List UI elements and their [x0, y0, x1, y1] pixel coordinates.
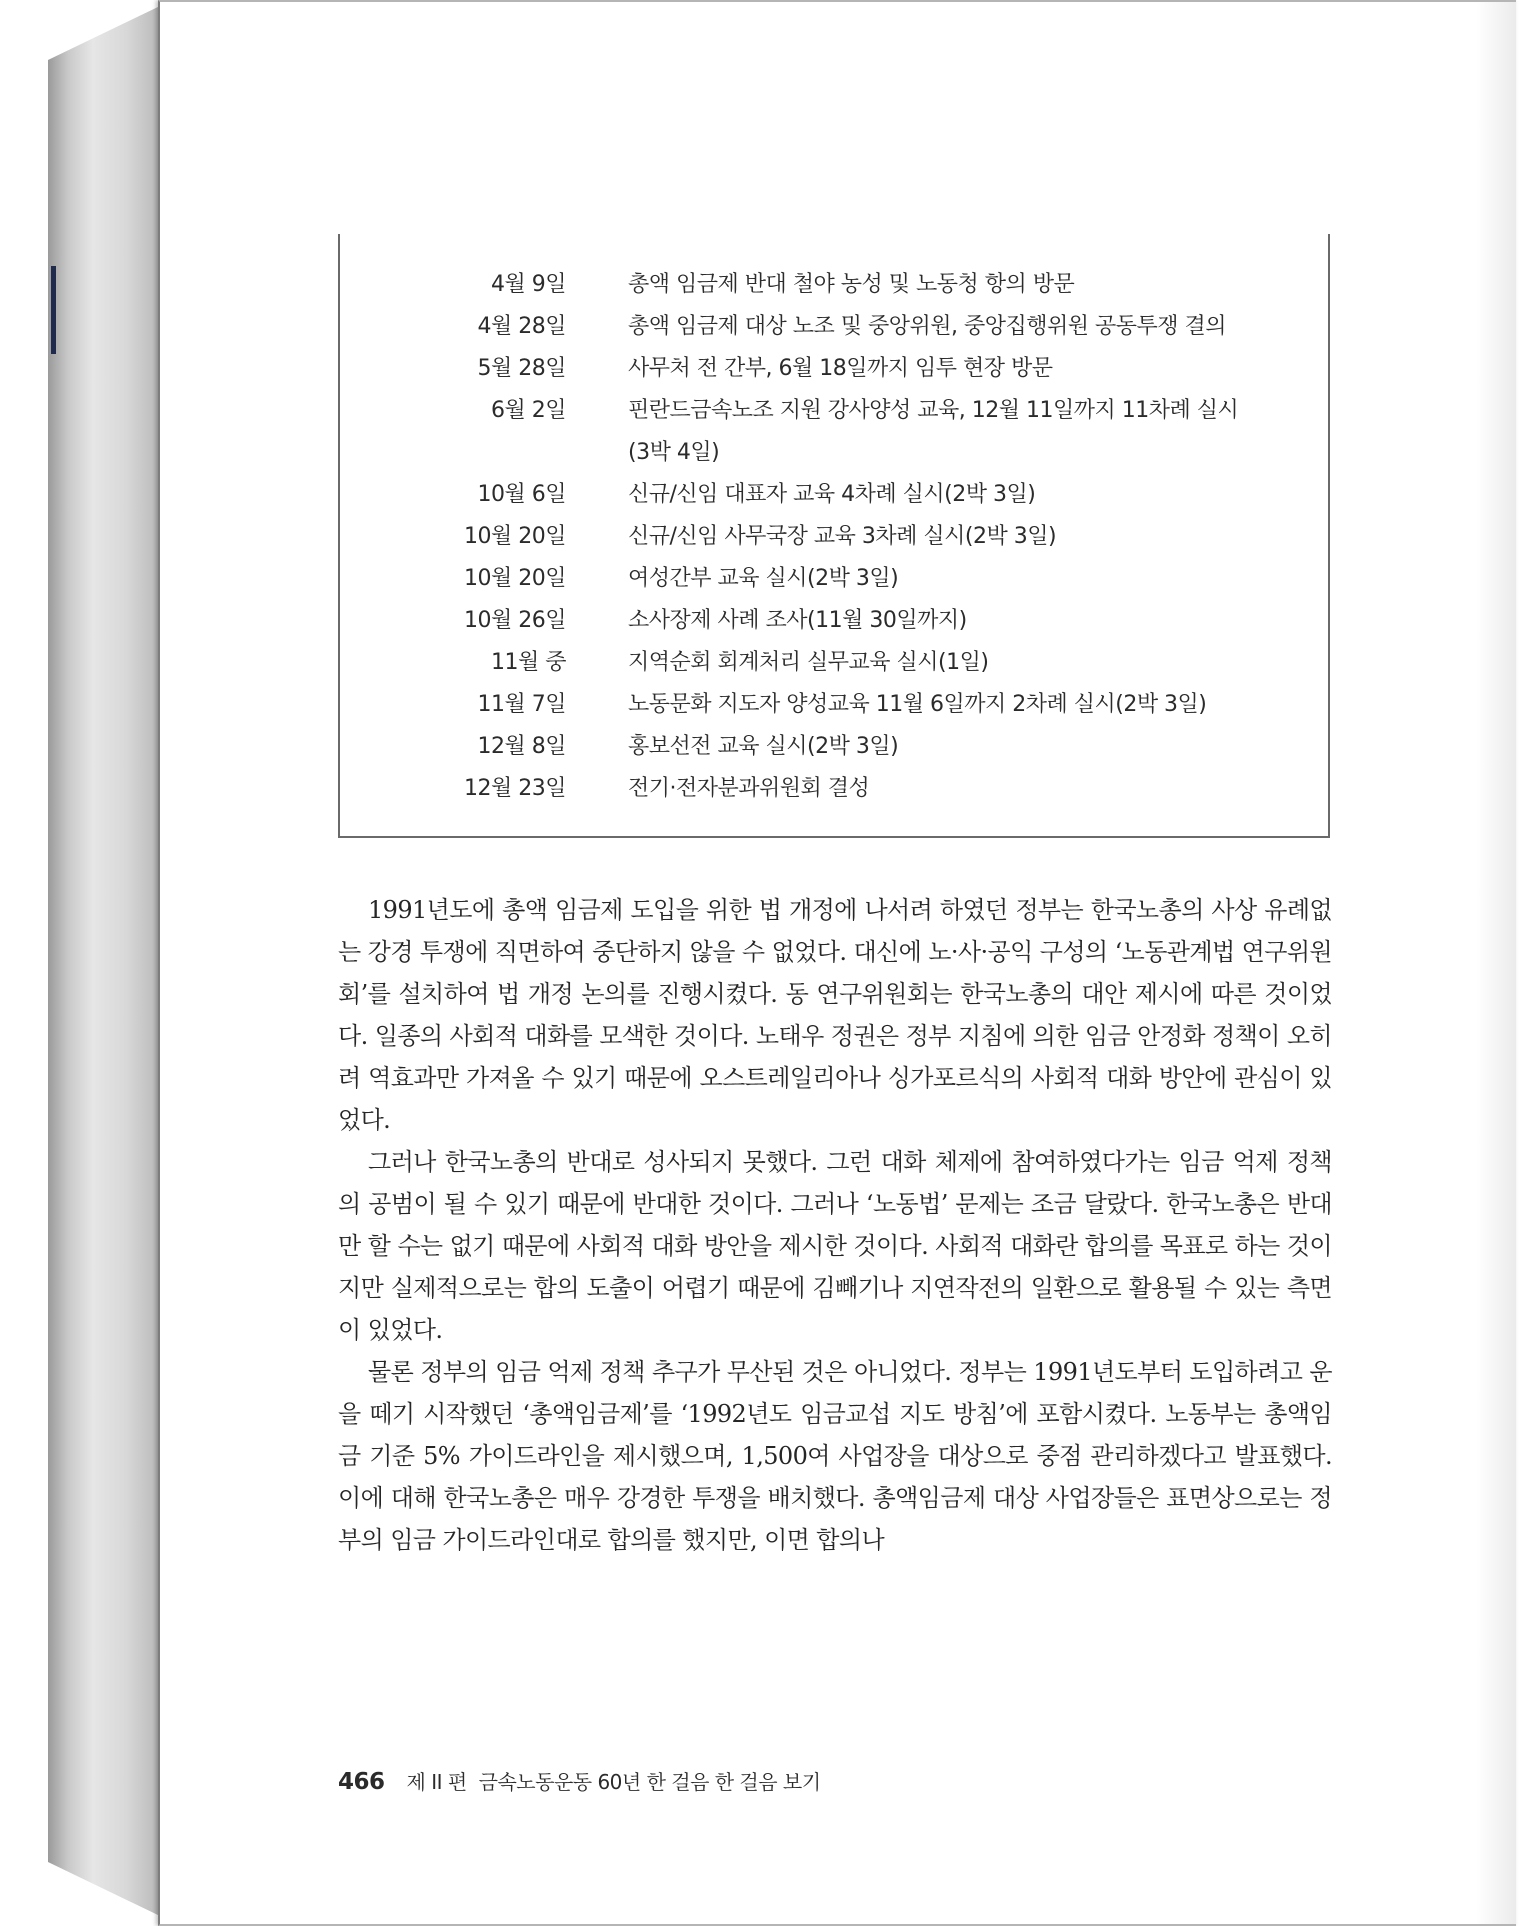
chronology-list	[340, 264, 1328, 810]
chronology-row	[340, 474, 1328, 516]
book-spine	[48, 6, 160, 1916]
chronology-desc: 노동문화 지도자 양성교육 11월 6일까지 2차례 실시(2박 3일)	[628, 692, 1207, 717]
chronology-date: 10월 6일	[477, 482, 566, 507]
chronology-row	[340, 306, 1328, 348]
chronology-row	[340, 264, 1328, 306]
body-paragraph: 그러나 한국노총의 반대로 성사되지 못했다. 그런 대화 체제에 참여하였다가는 임금 억제 정책의 공범이 될 수 있기 때문에 반대한 것이다. 그러나 ‘노동법’ 문제는 조금 달랐다. 한국노총은 반대만 할 수는 없기 때문에 사회적 대화 방안을 제시한 것이다. 사회적 대화란 합의를 목표로 하는 것이지만 실제적으로는 합의 도출이 어렵기 때문에 김빼기나 지연작전의 일환으로 활용될 수 있는 측면이 있었다.	[338, 1148, 1332, 1344]
chronology-row	[340, 348, 1328, 390]
chronology-date: 10월 20일	[464, 524, 566, 549]
page-edge-shadow	[1476, 2, 1516, 1924]
chronology-desc: 여성간부 교육 실시(2박 3일)	[628, 566, 899, 591]
body-paragraph: 1991년도에 총액 임금제 도입을 위한 법 개정에 나서려 하였던 정부는 한국노총의 사상 유례없는 강경 투쟁에 직면하여 중단하지 않을 수 없었다. 대신에 노·사·공익 구성의 ‘노동관계법 연구위원회’를 설치하여 법 개정 논의를 진행시켰다. 동 연구위원회는 한국노총의 대안 제시에 따른 것이었다. 일종의 사회적 대화를 모색한 것이다. 노태우 정권은 정부 지침에 의한 임금 안정화 정책이 오히려 역효과만 가져올 수 있기 때문에 오스트레일리아나 싱가포르식의 사회적 대화 방안에 관심이 있었다.	[338, 896, 1332, 1134]
chronology-date	[340, 432, 566, 474]
chronology-date: 10월 20일	[464, 566, 566, 591]
chronology-date: 11월 7일	[477, 692, 566, 717]
chronology-date: 12월 8일	[477, 734, 566, 759]
section-label: 제 II 편	[406, 1770, 467, 1794]
chronology-desc: 신규/신임 대표자 교육 4차례 실시(2박 3일)	[628, 482, 1036, 507]
chronology-date: 10월 26일	[464, 608, 566, 633]
chronology-desc: 총액 임금제 대상 노조 및 중앙위원, 중앙집행위원 공동투쟁 결의	[628, 314, 1226, 339]
chronology-desc: 총액 임금제 반대 철야 농성 및 노동청 항의 방문	[628, 272, 1075, 297]
chronology-desc: 홍보선전 교육 실시(2박 3일)	[628, 734, 899, 759]
chronology-row	[340, 768, 1328, 810]
page-number: 466	[338, 1769, 385, 1795]
chronology-row	[340, 684, 1328, 726]
chronology-desc: 소사장제 사례 조사(11월 30일까지)	[628, 608, 967, 633]
chronology-date: 4월 28일	[477, 314, 566, 339]
body-text	[338, 889, 1332, 1561]
chronology-desc: 전기·전자분과위원회 결성	[628, 776, 870, 801]
running-title: 금속노동운동 60년 한 걸음 한 걸음 보기	[478, 1770, 821, 1794]
chronology-row	[340, 726, 1328, 768]
body-paragraph: 물론 정부의 임금 억제 정책 추구가 무산된 것은 아니었다. 정부는 1991년도부터 도입하려고 운을 떼기 시작했던 ‘총액임금제’를 ‘1992년도 임금교섭 지도 방침’에 포함시켰다. 노동부는 총액임금 기준 5% 가이드라인을 제시했으며, 1,500여 사업장을 대상으로 중점 관리하겠다고 발표했다. 이에 대해 한국노총은 매우 강경한 투쟁을 배치했다. 총액임금제 대상 사업장들은 표면상으로는 정부의 임금 가이드라인대로 합의를 했지만, 이면 합의나	[338, 1358, 1332, 1554]
chronology-date: 5월 28일	[477, 356, 566, 381]
chronology-row	[340, 600, 1328, 642]
chronology-date: 6월 2일	[491, 398, 566, 423]
chronology-date: 11월 중	[491, 650, 566, 675]
chronology-date: 12월 23일	[464, 776, 566, 801]
chronology-date: 4월 9일	[491, 272, 566, 297]
chronology-desc: 신규/신임 사무국장 교육 3차례 실시(2박 3일)	[628, 524, 1057, 549]
chronology-desc: 사무처 전 간부, 6월 18일까지 임투 현장 방문	[628, 356, 1053, 381]
chronology-desc: 지역순회 회계처리 실무교육 실시(1일)	[628, 650, 989, 675]
chronology-box	[338, 234, 1330, 838]
chronology-desc: 핀란드금속노조 지원 강사양성 교육, 12월 11일까지 11차례 실시	[628, 398, 1239, 423]
chronology-desc: (3박 4일)	[628, 440, 720, 465]
chronology-row	[340, 390, 1328, 432]
spine-bookmark-mark	[51, 266, 56, 354]
chronology-row	[340, 432, 1328, 474]
page-footer	[338, 1766, 821, 1795]
chronology-row	[340, 558, 1328, 600]
chronology-row	[340, 516, 1328, 558]
chronology-row	[340, 642, 1328, 684]
